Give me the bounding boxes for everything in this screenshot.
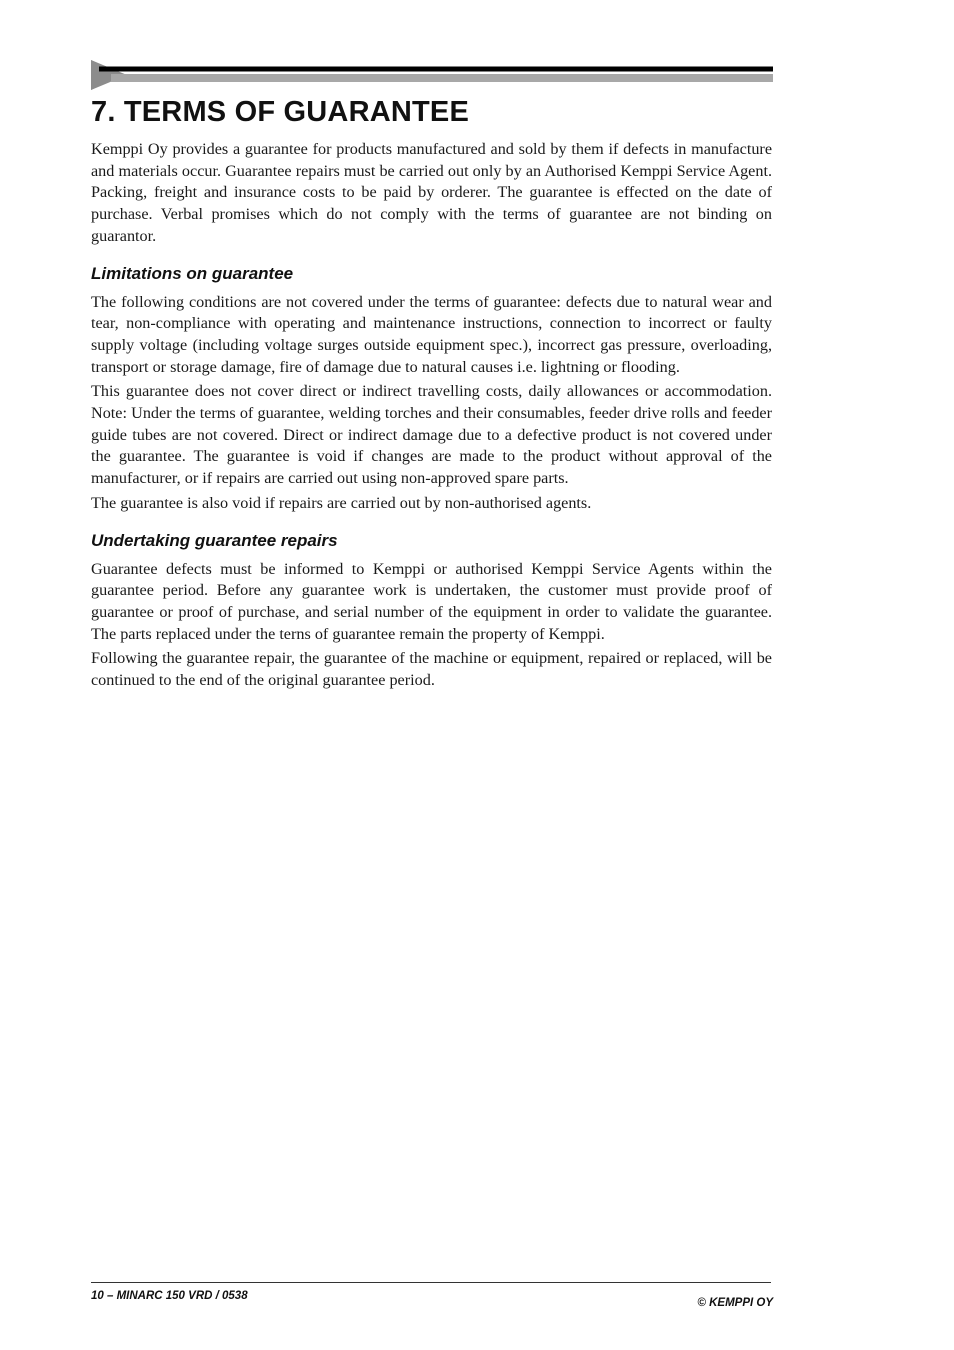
footer-rule (91, 1282, 771, 1283)
limitations-paragraph-1: The following conditions are not covered under the terms of guarantee: defects due to natural wear and tear, non-compliance with operating and maintenance instructions, connection to incorrect or faulty supply voltage (including voltage surges outside equipment spec.), incorrect gas pressure, overloading, transport or storage damage, fire of damage due to natural causes i.e. lightning or flooding. (91, 292, 772, 376)
limitations-heading: Limitations on guarantee (91, 263, 294, 283)
footer-page-info: 10 – MINARC 150 VRD / 0538 (91, 1290, 248, 1302)
footer-copyright: © KEMPPI OY (697, 1297, 773, 1309)
page-title: 7. TERMS OF GUARANTEE (91, 96, 469, 128)
document-body (91, 139, 772, 695)
limitations-paragraph-2: This guarantee does not cover direct or indirect travelling costs, daily allowances or accommodation. Note: Under the terms of guarantee, welding torches and their consumables, feeder drive rolls and feeder guide tubes are not covered. Direct or indirect damage due to a defective product is not covered under the guarantee. The guarantee is void if changes are made to the product without approval of the manufacturer, or if repairs are carried out using non-approved spare parts. (91, 382, 772, 488)
header-rule-graphic (91, 60, 773, 90)
repairs-heading: Undertaking guarantee repairs (91, 530, 338, 550)
repairs-paragraph-1: Guarantee defects must be informed to Kemppi or authorised Kemppi Service Agents within the guarantee period. Before any guarantee work is undertaken, the customer must provide proof of guarantee or proof of purchase, and serial number of the equipment in order to validate the guarantee. The parts replaced under the terns of guarantee remain the property of Kemppi. (91, 559, 772, 643)
intro-paragraph: Kemppi Oy provides a guarantee for products manufactured and sold by them if defects in manufacture and materials occur. Guarantee repairs must be carried out only by an Authorised Kemppi Service Agent. Packing, freight and insurance costs to be paid by orderer. The guarantee is effected on the date of purchase. Verbal promises which do not comply with the terms of guarantee are not binding on guarantor. (91, 140, 772, 245)
header-gray-bar (111, 74, 773, 82)
header-black-bar (95, 67, 773, 72)
limitations-paragraph-3: The guarantee is also void if repairs are carried out by non-authorised agents. (91, 493, 592, 512)
header-arrow-tail (91, 60, 99, 90)
repairs-paragraph-2: Following the guarantee repair, the guarantee of the machine or equipment, repaired or replaced, will be continued to the end of the original guarantee period. (91, 649, 772, 690)
